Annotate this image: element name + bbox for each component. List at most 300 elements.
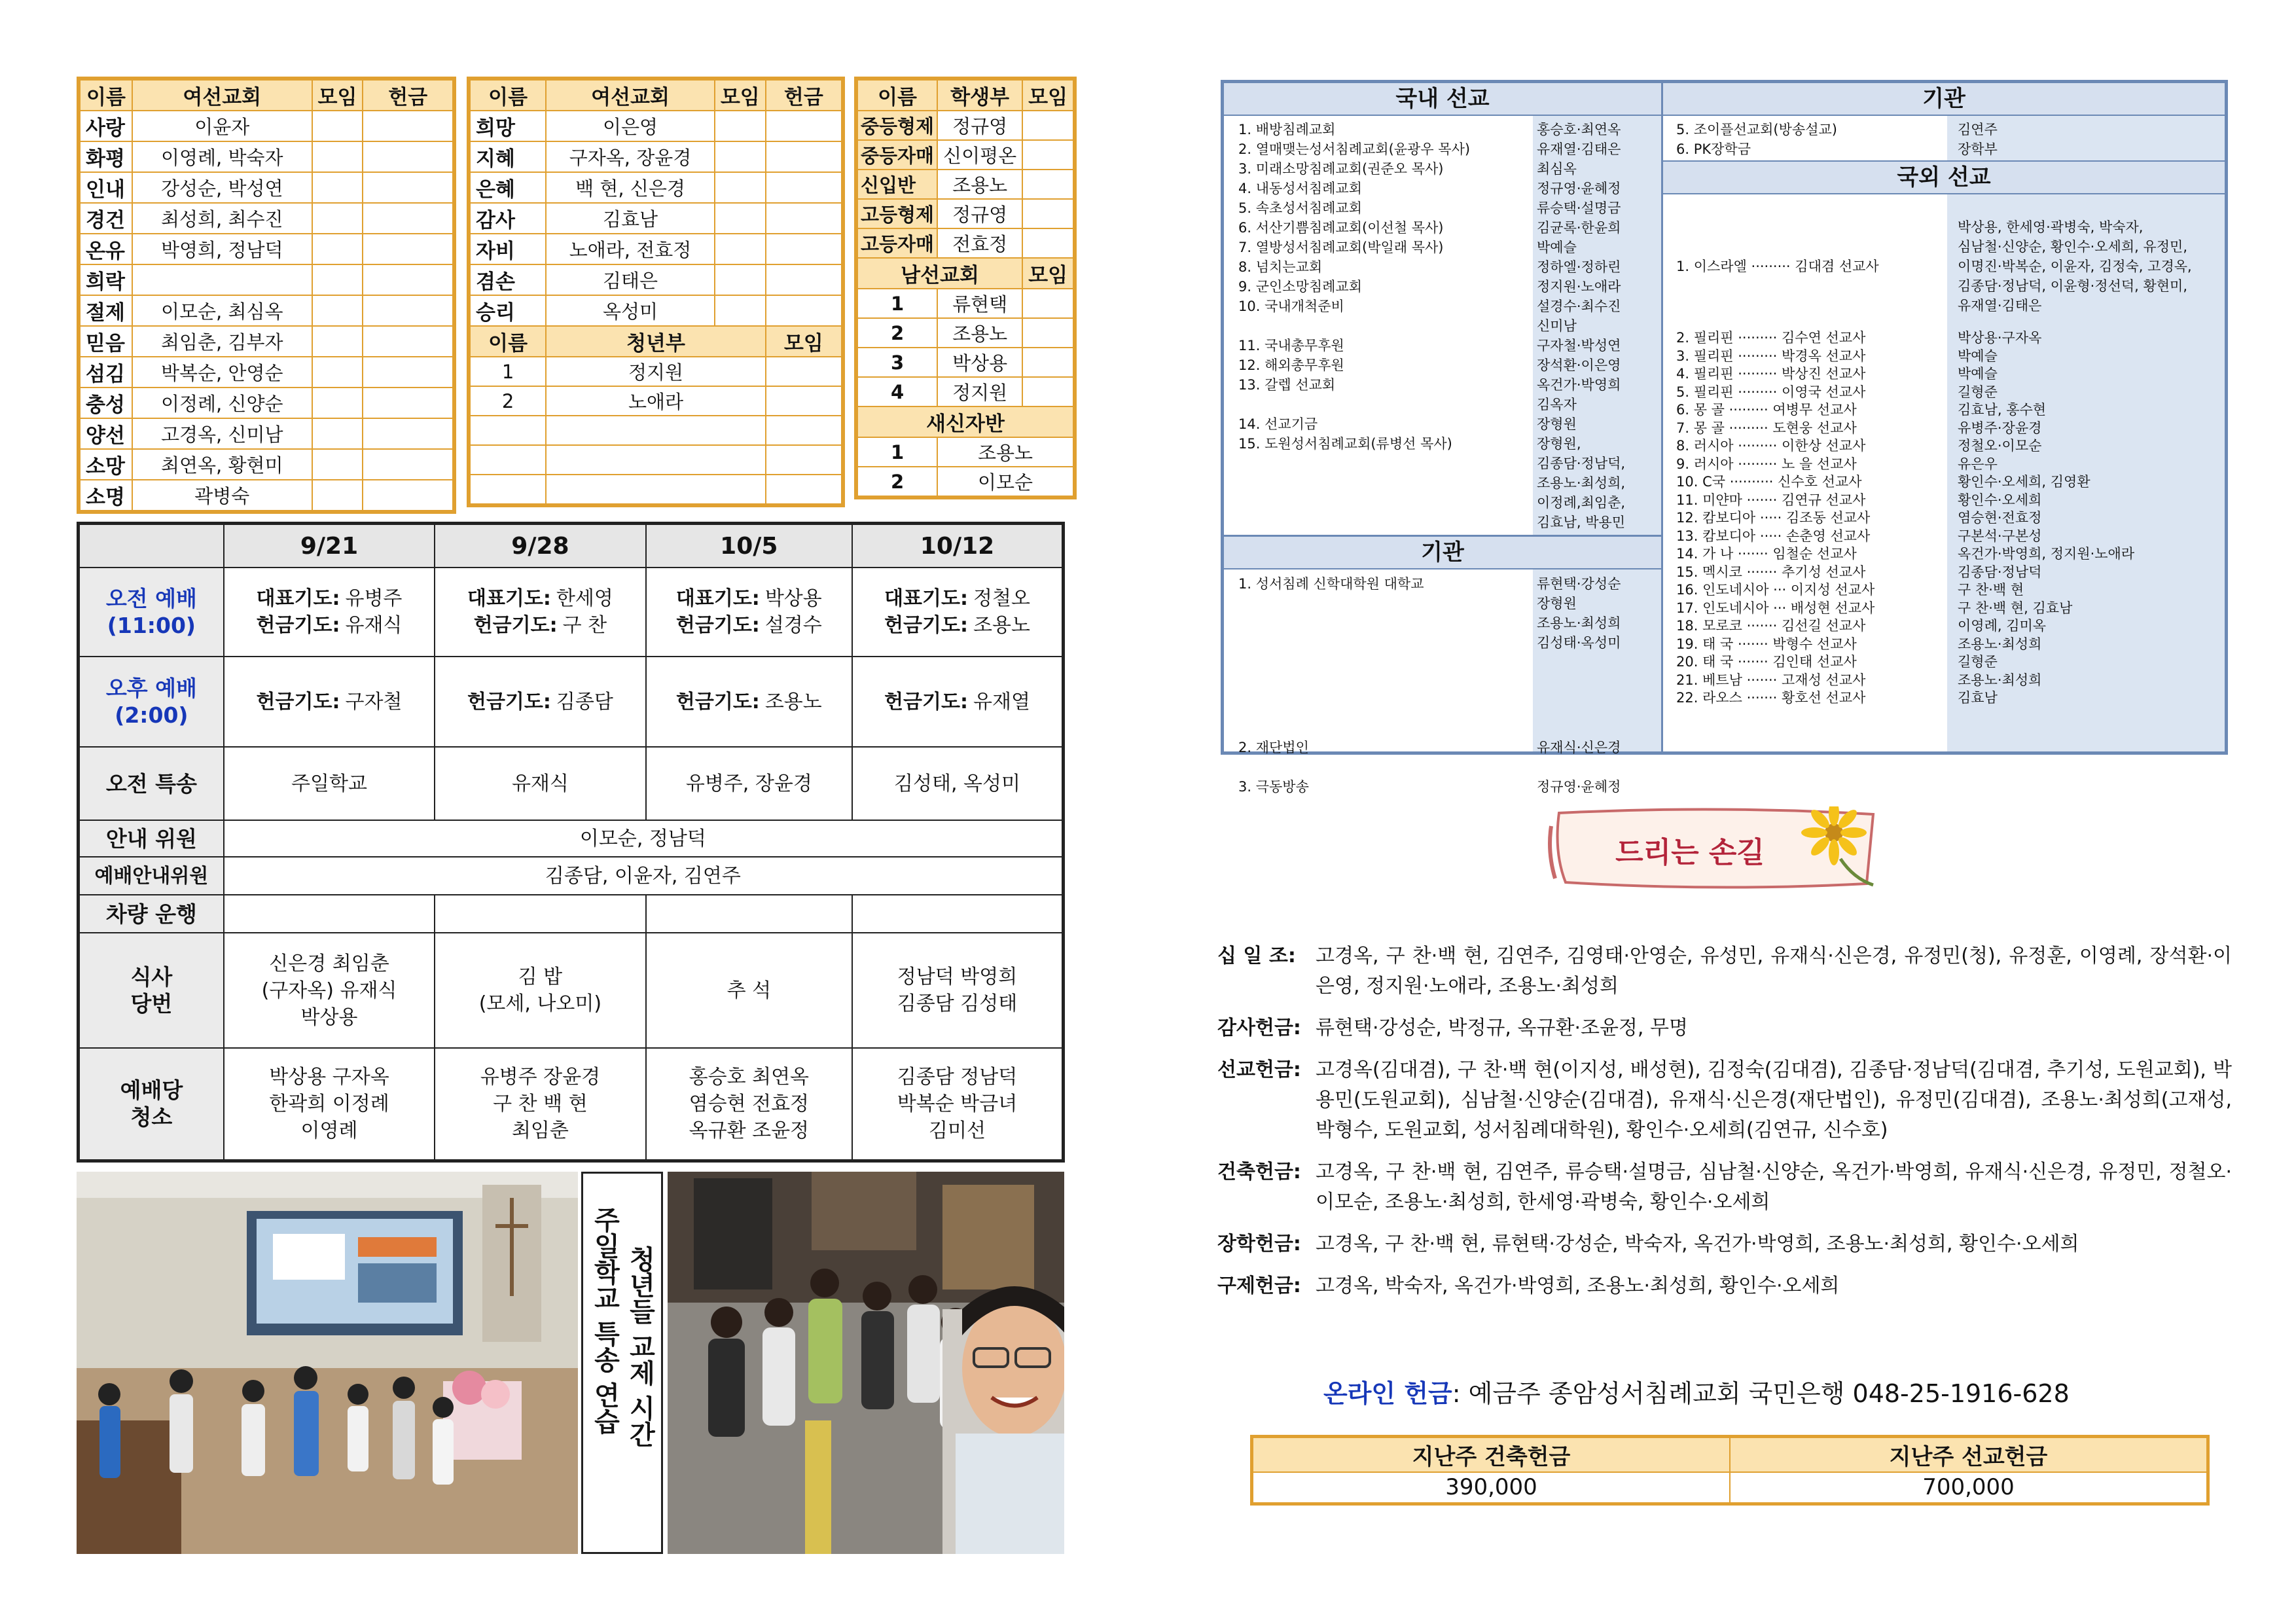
group-row bbox=[79, 388, 454, 418]
meeting-cell bbox=[1022, 111, 1075, 140]
meeting-cell bbox=[312, 295, 363, 326]
group-name: 희망 bbox=[469, 111, 546, 141]
institution-item: 6. PK장학금 bbox=[1676, 141, 1751, 157]
offering-label: 감사헌금: bbox=[1217, 1017, 1301, 1039]
student-row bbox=[856, 170, 1075, 199]
offering-cell bbox=[766, 172, 843, 203]
group-name: 화평 bbox=[79, 141, 132, 172]
offer-prayer-label: 헌금기도: bbox=[467, 690, 551, 713]
group-members: 박영희, 정남덕 bbox=[132, 234, 312, 264]
cleaning-duty-line: 한곽희 이정례 bbox=[269, 1092, 389, 1115]
group-row bbox=[79, 357, 454, 388]
col-header: 헌금 bbox=[363, 79, 454, 111]
foreign-mission-item: 7. 몽 골 ········· 도현웅 선교사 bbox=[1676, 420, 1857, 436]
mission-supporters: 옥건가·박영희 bbox=[1537, 377, 1621, 393]
domestic-mission-row bbox=[1238, 434, 1657, 454]
caption-youth: 청년들 교제 시간 bbox=[625, 1246, 655, 1447]
cleaning-duty-line: 이영례 bbox=[300, 1119, 358, 1142]
offer-prayer bbox=[438, 612, 642, 639]
group-name: 섬김 bbox=[79, 357, 132, 388]
institution-supporters: 유재식·신은경 bbox=[1537, 740, 1621, 755]
group-row bbox=[79, 326, 454, 357]
col-header: 이름 bbox=[469, 79, 546, 111]
offering-names: 류현택·강성순, 박정규, 옥규환·조윤정, 무명 bbox=[1316, 1017, 1688, 1039]
meeting-cell bbox=[312, 141, 363, 172]
cleaning-duty-line: 유병주 장윤경 bbox=[480, 1065, 601, 1089]
foreign-header: 국외 선교 bbox=[1663, 160, 2225, 194]
newcomer-row bbox=[856, 437, 1075, 467]
foreign-mission-supporters: 김효남, 홍수현 bbox=[1958, 402, 2047, 418]
group-row bbox=[79, 111, 454, 141]
date-header: 10/12 bbox=[852, 524, 1063, 568]
rep-prayer-label: 대표기도: bbox=[256, 587, 340, 610]
worship-schedule-table bbox=[77, 522, 1065, 1163]
domestic-mission-row bbox=[1238, 218, 1657, 238]
group-members: 구자옥, 장윤경 bbox=[546, 141, 715, 172]
am-prayer-cell bbox=[646, 568, 852, 657]
cleaning-duty-cell bbox=[646, 1048, 852, 1161]
foreign-mission-item: 9. 러시아 ········· 노 을 선교사 bbox=[1676, 456, 1857, 472]
offer-prayer bbox=[855, 612, 1059, 639]
group-members: 강성순, 박성연 bbox=[132, 172, 312, 203]
offer-prayer-name: 구자철 bbox=[345, 690, 403, 713]
group-members: 김태은 bbox=[546, 264, 715, 295]
offer-prayer-label: 헌금기도: bbox=[884, 614, 968, 637]
meal-duty-cell bbox=[852, 933, 1063, 1048]
student-group-name: 고등형제 bbox=[856, 199, 937, 228]
group-members bbox=[132, 264, 312, 295]
col-header: 모임 bbox=[766, 326, 843, 357]
col-header: 여선교회 bbox=[132, 79, 312, 111]
foreign-mission-row bbox=[1676, 509, 2219, 528]
foreign-mission-item: 11. 미얀마 ······· 김연규 선교사 bbox=[1676, 492, 1866, 508]
guide-value: 이모순, 정남덕 bbox=[224, 820, 1064, 857]
cleaning-duty-line: 염승현 전효정 bbox=[689, 1092, 810, 1115]
offer-prayer-name: 구 찬 bbox=[562, 614, 607, 637]
group-row bbox=[469, 295, 843, 326]
meal-duty-line: 박상용 bbox=[300, 1005, 358, 1029]
photo-caption-box bbox=[581, 1172, 663, 1554]
foreign-mission-row bbox=[1676, 564, 2219, 582]
mission-item: 5. 속초성서침례교회 bbox=[1238, 200, 1362, 216]
foreign-mission-item: 21. 베트남 ······· 고재성 선교사 bbox=[1676, 672, 1866, 688]
foreign-mission-row bbox=[1676, 384, 2219, 402]
foreign-mission-supporters: 황인수·오세희 bbox=[1958, 492, 2042, 508]
men-num: 3 bbox=[856, 348, 937, 377]
meeting-cell bbox=[1022, 377, 1075, 406]
col-header: 모임 bbox=[312, 79, 363, 111]
offering-names: 고경옥(김대겸), 구 찬·백 현(이지성, 배성현), 김정숙(김대겸), 김종담·정남덕(김대겸, 추기성, 도원교회), 박용민(도원교회), 심남철·신양순(김대겸), 유재식·신은경(재단법인), 유정민(김대겸), 조용노·최성희(고재성, 박형수, 도원교회, 성서침례대학원), 황인수·오세희(김연규, 신수호) bbox=[1316, 1058, 2232, 1142]
col-header: 남선교회 bbox=[856, 258, 1022, 289]
student-group-table bbox=[854, 77, 1077, 499]
group-name: 온유 bbox=[79, 234, 132, 264]
mission-item: 12. 해외총무후원 bbox=[1238, 357, 1344, 373]
foreign-mission-row bbox=[1676, 348, 2219, 366]
foreign-mission-item: 10. C국 ·········· 신수호 선교사 bbox=[1676, 474, 1862, 490]
rep-prayer-name: 한세영 bbox=[556, 587, 613, 610]
student-leader: 전효정 bbox=[937, 228, 1022, 258]
group-members: 이윤자 bbox=[132, 111, 312, 141]
foreign-mission-supporters: 유은우 bbox=[1958, 456, 1998, 472]
meeting-cell bbox=[1022, 228, 1075, 258]
col-header: 청년부 bbox=[546, 326, 765, 357]
men-name: 조용노 bbox=[937, 318, 1022, 348]
foreign-mission-supporters: 구본석·구본성 bbox=[1958, 528, 2042, 544]
offer-prayer-name: 조용노 bbox=[764, 690, 822, 713]
foreign-mission-item: 1. 이스라엘 ········· 김대겸 선교사 bbox=[1676, 259, 1879, 274]
cleaning-duty-line: 옥규환 조윤정 bbox=[689, 1119, 810, 1142]
foreign-mission-supporters: 이영례, 김미옥 bbox=[1958, 618, 2047, 634]
group-members: 이모순, 최심옥 bbox=[132, 295, 312, 326]
student-leader: 정규영 bbox=[937, 199, 1022, 228]
group-row bbox=[469, 172, 843, 203]
foreign-mission-row bbox=[1676, 653, 2219, 672]
mission-supporters: 장형원 bbox=[1537, 416, 1577, 432]
pm-prayer-cell bbox=[646, 657, 852, 747]
youth-row bbox=[469, 386, 843, 416]
foreign-mission-row bbox=[1676, 672, 2219, 690]
foreign-mission-supporters: 박상용·구자옥 bbox=[1958, 330, 2042, 346]
mission-supporters: 박예슬 bbox=[1537, 240, 1577, 255]
cleaning-duty-label: 예배당 청소 bbox=[79, 1048, 224, 1161]
offering-cell bbox=[766, 264, 843, 295]
meeting-cell bbox=[312, 172, 363, 203]
foreign-mission-supporters: 조용노·최성희 bbox=[1958, 636, 2042, 652]
domestic-mission-row bbox=[1238, 395, 1657, 414]
newcomer-num: 2 bbox=[856, 467, 937, 497]
foreign-mission-supporters: 심남철·신양순, 황인수·오세희, 유정민, bbox=[1958, 239, 2188, 255]
domestic-mission-row bbox=[1238, 473, 1657, 493]
cleaning-duty-line: 최임춘 bbox=[511, 1119, 569, 1142]
meeting-cell bbox=[312, 111, 363, 141]
group-name: 절제 bbox=[79, 295, 132, 326]
foreign-mission-supporters: 황인수·오세희, 김영환 bbox=[1958, 474, 2090, 490]
offering-cell bbox=[363, 418, 454, 449]
offering-cell bbox=[766, 234, 843, 264]
foreign-mission-item: 3. 필리핀 ········· 박경옥 선교사 bbox=[1676, 348, 1866, 364]
group-members: 최성희, 최수진 bbox=[132, 203, 312, 234]
offering-row bbox=[1217, 941, 2232, 1001]
foreign-mission-item: 22. 라오스 ······· 황호선 선교사 bbox=[1676, 690, 1866, 706]
offering-label: 십 일 조: bbox=[1217, 945, 1296, 967]
foreign-mission-row bbox=[1676, 437, 2219, 456]
col-header: 여선교회 bbox=[546, 79, 715, 111]
foreign-mission-item: 17. 인도네시아 ··· 배성현 선교사 bbox=[1676, 600, 1875, 616]
date-header: 9/21 bbox=[224, 524, 435, 568]
mission-supporters: 정규영·윤혜정 bbox=[1537, 181, 1621, 196]
student-leader: 신이평온 bbox=[937, 140, 1022, 170]
offering-cell bbox=[363, 326, 454, 357]
group-name: 자비 bbox=[469, 234, 546, 264]
group-name: 은혜 bbox=[469, 172, 546, 203]
institution-item: 1. 성서침례 신학대학원 대학교 bbox=[1238, 576, 1424, 592]
youth-num: 2 bbox=[469, 386, 546, 416]
group-members: 백 현, 신은경 bbox=[546, 172, 715, 203]
mission-supporters: 이정례,최임춘, bbox=[1537, 495, 1626, 511]
domestic-mission-row bbox=[1238, 454, 1657, 473]
rep-prayer-label: 대표기도: bbox=[884, 587, 968, 610]
group-row bbox=[79, 480, 454, 512]
mission-supporters: 최심옥 bbox=[1537, 161, 1577, 177]
mission-supporters: 장형원, bbox=[1537, 436, 1581, 452]
pm-prayer-cell bbox=[852, 657, 1063, 747]
offering-cell bbox=[363, 141, 454, 172]
col-header: 학생부 bbox=[937, 79, 1022, 111]
foreign-mission-supporters: 김종담·정남덕 bbox=[1958, 564, 2042, 580]
student-leader: 조용노 bbox=[937, 170, 1022, 199]
group-name: 겸손 bbox=[469, 264, 546, 295]
domestic-mission-row bbox=[1238, 336, 1657, 355]
special-song-cell: 주일학교 bbox=[224, 747, 435, 820]
offering-row bbox=[1217, 1157, 2232, 1218]
group-row bbox=[79, 172, 454, 203]
meeting-cell bbox=[715, 264, 766, 295]
group-name: 희락 bbox=[79, 264, 132, 295]
foreign-mission-supporters: 유병주·장윤경 bbox=[1958, 420, 2042, 436]
men-mission-row bbox=[856, 289, 1075, 318]
student-group-name: 고등자매 bbox=[856, 228, 937, 258]
foreign-mission-row bbox=[1676, 365, 2219, 384]
foreign-mission-row bbox=[1676, 545, 2219, 564]
meal-duty-line: 신은경 최임춘 bbox=[269, 952, 389, 975]
group-name: 사랑 bbox=[79, 111, 132, 141]
foreign-mission-supporters: 옥건가·박영희, 정지원·노애라 bbox=[1958, 546, 2135, 562]
special-song-cell: 김성태, 옥성미 bbox=[852, 747, 1063, 820]
offer-prayer bbox=[227, 612, 431, 639]
am-prayer-cell bbox=[224, 568, 435, 657]
group-row bbox=[469, 141, 843, 172]
student-group-name: 신입반 bbox=[856, 170, 937, 199]
offering-cell bbox=[766, 203, 843, 234]
institution-supporters: 류현택·강성순 bbox=[1537, 576, 1621, 592]
offering-row bbox=[1217, 1013, 2232, 1043]
meeting-cell bbox=[312, 203, 363, 234]
domestic-mission-column bbox=[1224, 83, 1663, 795]
offering-label: 장학헌금: bbox=[1217, 1233, 1301, 1255]
offering-row bbox=[1217, 1055, 2232, 1146]
offering-cell bbox=[363, 480, 454, 512]
meal-duty-line: 정남덕 박영희 bbox=[897, 965, 1018, 988]
foreign-mission-row bbox=[1676, 329, 2219, 348]
men-mission-row bbox=[856, 348, 1075, 377]
mission-supporters: 설경수·최수진 bbox=[1537, 298, 1621, 314]
group-members: 노애라, 전효정 bbox=[546, 234, 715, 264]
foreign-mission-row bbox=[1676, 636, 2219, 654]
domestic-mission-row bbox=[1238, 257, 1657, 277]
cleaning-duty-cell bbox=[852, 1048, 1063, 1161]
meeting-cell bbox=[312, 418, 363, 449]
youth-num: 1 bbox=[469, 357, 546, 386]
foreign-mission-item: 2. 필리핀 ········· 김수연 선교사 bbox=[1676, 330, 1866, 346]
meeting-cell bbox=[715, 172, 766, 203]
domestic-mission-row bbox=[1238, 316, 1657, 336]
meal-duty-cell bbox=[435, 933, 645, 1048]
domestic-header: 국내 선교 bbox=[1224, 83, 1661, 116]
special-song-cell: 유병주, 장윤경 bbox=[646, 747, 852, 820]
group-row bbox=[79, 141, 454, 172]
meeting-cell bbox=[312, 234, 363, 264]
student-row bbox=[856, 111, 1075, 140]
offering-cell bbox=[766, 295, 843, 326]
online-offering-line bbox=[1323, 1373, 2240, 1409]
institution-row bbox=[1676, 120, 2219, 139]
domestic-mission-row bbox=[1238, 414, 1657, 434]
mission-item: 15. 도원성서침례교회(류병선 목사) bbox=[1238, 436, 1452, 452]
men-mission-row bbox=[856, 377, 1075, 406]
domestic-mission-row bbox=[1238, 277, 1657, 297]
meeting-cell bbox=[715, 234, 766, 264]
foreign-mission-item: 14. 가 나 ······· 임철순 선교사 bbox=[1676, 546, 1857, 562]
foreign-mission-supporters: 김효남 bbox=[1958, 690, 1998, 706]
group-name: 충성 bbox=[79, 388, 132, 418]
foreign-mission-column bbox=[1663, 83, 2225, 751]
student-row bbox=[856, 140, 1075, 170]
student-group-name: 중등자매 bbox=[856, 140, 937, 170]
cleaning-duty-line: 박상용 구자옥 bbox=[269, 1065, 389, 1089]
group-row bbox=[79, 264, 454, 295]
col-header: 헌금 bbox=[766, 79, 843, 111]
am-service-label: 오전 예배 (11:00) bbox=[79, 568, 224, 657]
women-mission-table-2 bbox=[467, 77, 845, 507]
foreign-mission-row bbox=[1676, 401, 2219, 420]
institution-item: 5. 조이플선교회(방송설교) bbox=[1676, 122, 1837, 137]
foreign-mission-row bbox=[1676, 689, 2219, 708]
caption-sunday-school: 주일학교 특송 연습 bbox=[590, 1206, 620, 1434]
mission-item: 10. 국내개척준비 bbox=[1238, 298, 1344, 314]
online-offering-label: 온라인 헌금 bbox=[1323, 1379, 1452, 1408]
offer-prayer-name: 김종담 bbox=[556, 690, 613, 713]
foreign-mission-supporters: 구 찬·백 현 bbox=[1958, 582, 2024, 598]
rep-prayer bbox=[438, 585, 642, 612]
youth-name: 노애라 bbox=[546, 386, 765, 416]
meeting-cell bbox=[1022, 289, 1075, 318]
mission-support-box bbox=[1221, 80, 2228, 795]
foreign-mission-supporters: 박상용, 한세영·곽병숙, 박숙자, bbox=[1958, 219, 2144, 235]
group-name: 승리 bbox=[469, 295, 546, 326]
group-name: 양선 bbox=[79, 418, 132, 449]
offering-cell bbox=[363, 388, 454, 418]
meeting-cell bbox=[312, 449, 363, 480]
mission-supporters: 정지원·노애라 bbox=[1537, 279, 1621, 295]
foreign-mission-supporters: 구 찬·백 현, 김효남 bbox=[1958, 600, 2073, 616]
group-name: 믿음 bbox=[79, 326, 132, 357]
group-members: 곽병숙 bbox=[132, 480, 312, 512]
offer-prayer-name: 설경수 bbox=[764, 614, 822, 637]
mission-supporters: 홍승호·최연옥 bbox=[1537, 122, 1621, 137]
offer-prayer-label: 헌금기도: bbox=[473, 614, 558, 637]
rep-prayer-name: 박상용 bbox=[764, 587, 822, 610]
newcomer-name: 이모순 bbox=[937, 467, 1075, 497]
offering-cell bbox=[363, 264, 454, 295]
group-row bbox=[79, 295, 454, 326]
offering-cell bbox=[363, 111, 454, 141]
meeting-cell bbox=[312, 264, 363, 295]
mission-supporters: 정하엘·정하린 bbox=[1537, 259, 1621, 275]
building-offering-value: 390,000 bbox=[1252, 1472, 1731, 1504]
offering-cell bbox=[363, 234, 454, 264]
online-offering-account: : 예금주 종암성서침례교회 국민은행 048-25-1916-628 bbox=[1452, 1379, 2070, 1408]
special-song-cell: 유재식 bbox=[435, 747, 645, 820]
foreign-mission-supporters: 정철오·이모순 bbox=[1958, 438, 2042, 454]
meal-duty-line: (모세, 나오미) bbox=[478, 992, 602, 1015]
institution-header: 기관 bbox=[1224, 535, 1661, 569]
offer-prayer-label: 헌금기도: bbox=[675, 690, 760, 713]
meeting-cell bbox=[715, 203, 766, 234]
offer-prayer-label: 헌금기도: bbox=[675, 614, 760, 637]
group-row bbox=[79, 449, 454, 480]
mission-item: 3. 미래소망침례교회(권준오 목사) bbox=[1238, 161, 1444, 177]
student-row bbox=[856, 199, 1075, 228]
institution-supporters: 장형원 bbox=[1537, 596, 1577, 611]
women-mission-table-1 bbox=[77, 77, 456, 514]
mission-item: 13. 갈렙 선교회 bbox=[1238, 377, 1336, 393]
date-header: 10/5 bbox=[646, 524, 852, 568]
meeting-cell bbox=[766, 357, 843, 386]
mission-item: 14. 선교기금 bbox=[1238, 416, 1318, 432]
offering-label: 건축헌금: bbox=[1217, 1161, 1301, 1183]
foreign-mission-supporters: 염승현·전효정 bbox=[1958, 510, 2042, 526]
mission-item: 11. 국내총무후원 bbox=[1238, 338, 1344, 353]
domestic-mission-row bbox=[1238, 198, 1657, 218]
mission-supporters: 신미남 bbox=[1537, 318, 1577, 334]
newcomer-row bbox=[856, 467, 1075, 497]
col-header: 모임 bbox=[715, 79, 766, 111]
group-members: 고경옥, 신미남 bbox=[132, 418, 312, 449]
men-mission-row bbox=[856, 318, 1075, 348]
newcomer-num: 1 bbox=[856, 437, 937, 467]
meal-duty-line: 추 석 bbox=[726, 979, 772, 1002]
offerings-title: 드리는 손길 bbox=[1615, 836, 1765, 869]
meeting-cell bbox=[312, 480, 363, 512]
domestic-mission-row bbox=[1238, 513, 1657, 532]
mission-supporters: 장석환·이은영 bbox=[1537, 357, 1621, 373]
foreign-mission-supporters: 길형준 bbox=[1958, 384, 1998, 400]
meeting-cell bbox=[715, 295, 766, 326]
foreign-mission-row bbox=[1676, 600, 2219, 618]
meal-duty-cell bbox=[646, 933, 852, 1048]
offer-prayer-label: 헌금기도: bbox=[256, 614, 340, 637]
foreign-mission-supporters: 박예슬 bbox=[1958, 348, 1998, 364]
newcomer-name: 조용노 bbox=[937, 437, 1075, 467]
cleaning-duty-line: 구 찬 백 현 bbox=[493, 1092, 588, 1115]
institution-header-right: 기관 bbox=[1663, 83, 2225, 116]
mission-supporters: 구자철·박성연 bbox=[1537, 338, 1621, 353]
student-row bbox=[856, 228, 1075, 258]
offer-prayer-label: 헌금기도: bbox=[884, 690, 968, 713]
offering-names: 고경옥, 박숙자, 옥건가·박영희, 조용노·최성희, 황인수·오세희 bbox=[1316, 1274, 1840, 1297]
domestic-mission-row bbox=[1238, 238, 1657, 257]
last-week-offering-table bbox=[1250, 1435, 2210, 1506]
offerings-list bbox=[1217, 941, 2232, 1313]
special-song-label: 오전 특송 bbox=[79, 747, 224, 820]
domestic-mission-row bbox=[1238, 355, 1657, 375]
institution-supporters: 김성태·옥성미 bbox=[1537, 635, 1621, 651]
rep-prayer bbox=[855, 585, 1059, 612]
mission-supporters: 류승택·설명금 bbox=[1537, 200, 1621, 216]
foreign-mission-row bbox=[1676, 473, 2219, 492]
foreign-mission-row bbox=[1676, 456, 2219, 474]
col-header: 모임 bbox=[1022, 258, 1075, 289]
group-name: 감사 bbox=[469, 203, 546, 234]
guide-label: 안내 위원 bbox=[79, 820, 224, 857]
group-members: 이정례, 신양순 bbox=[132, 388, 312, 418]
offer-prayer-name: 유재열 bbox=[973, 690, 1030, 713]
cleaning-duty-line: 홍승호 최연옥 bbox=[689, 1065, 810, 1089]
group-members: 이영례, 박숙자 bbox=[132, 141, 312, 172]
rep-prayer bbox=[649, 585, 849, 612]
meeting-cell bbox=[312, 388, 363, 418]
foreign-mission-item: 15. 멕시코 ······· 추기성 선교사 bbox=[1676, 564, 1866, 580]
